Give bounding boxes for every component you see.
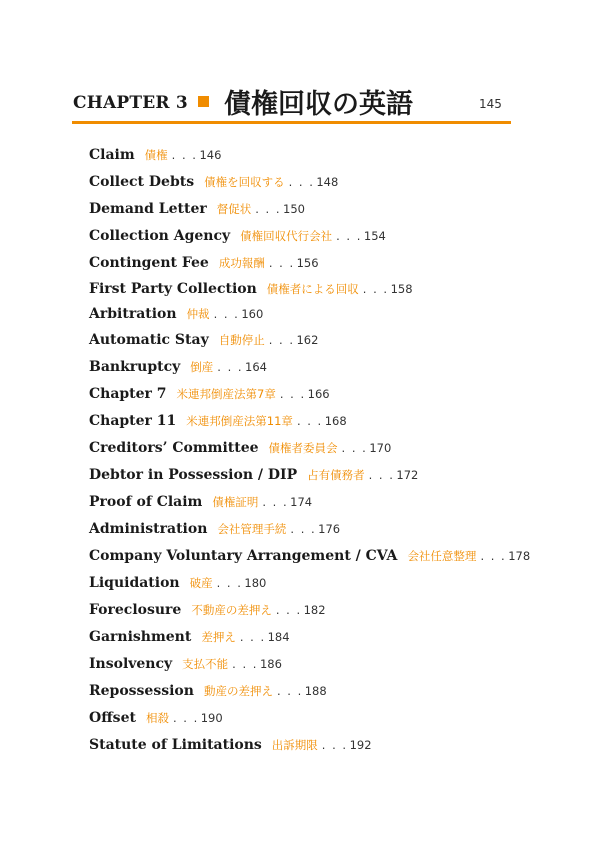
entry-term: Collection Agency [89,228,231,244]
chapter-title: 債権回収の英語 [224,89,413,120]
entry-term: First Party Collection [89,281,257,297]
entry-page-number: 184 [267,630,290,644]
entry-leader-dots: . . . [341,441,368,455]
entry-page-number: 150 [283,202,305,216]
entry-japanese: 債権 [144,148,168,162]
entry-page-number: 160 [241,307,264,321]
entry-leader-dots: . . . [321,738,348,752]
entry-japanese: 米連邦倒産法第7章 [176,387,276,401]
entry-leader-dots: . . . [279,387,306,401]
toc-entry [89,546,530,565]
toc-entry [89,304,263,323]
toc-entry [89,681,327,700]
entry-page-number: 148 [316,175,339,189]
entry-japanese: 占有債務者 [307,468,365,482]
entry-term: Garnishment [89,629,192,645]
entry-japanese: 債権者による回収 [266,282,359,296]
entry-term: Bankruptcy [89,359,181,375]
entry-japanese: 破産 [189,576,213,590]
entry-leader-dots: . . . [255,202,282,216]
toc-entry [89,172,338,191]
entry-term: Company Voluntary Arrangement / CVA [89,548,398,564]
entry-page-number: 182 [303,603,326,617]
entry-term: Offset [89,710,136,726]
square-bullet-icon [198,96,209,107]
toc-entry [89,519,340,538]
entry-japanese: 債権回収代行会社 [240,229,333,243]
entry-page-number: 162 [296,333,319,347]
entry-japanese: 会社任意整理 [407,549,477,563]
entry-term: Creditors’ Committee [89,440,259,456]
entry-japanese: 相殺 [145,711,169,725]
entry-term: Claim [89,147,135,163]
entry-leader-dots: . . . [262,495,289,509]
entry-leader-dots: . . . [296,414,323,428]
entry-japanese: 支払不能 [182,657,229,671]
entry-leader-dots: . . . [288,175,315,189]
entry-page-number: 188 [304,684,327,698]
entry-leader-dots: . . . [276,684,303,698]
entry-page-number: 192 [349,738,372,752]
toc-entry [89,279,413,298]
entry-page-number: 174 [290,495,313,509]
entry-japanese: 債権証明 [212,495,259,509]
entry-japanese: 督促状 [216,202,252,216]
entry-page-number: 168 [324,414,347,428]
entry-term: Collect Debts [89,174,195,190]
toc-entry [89,384,330,403]
entry-page-number: 154 [363,229,386,243]
entry-page-number: 166 [307,387,330,401]
toc-entry [89,600,326,619]
toc-entry [89,492,312,511]
chapter-header [73,82,511,122]
entry-leader-dots: . . . [362,282,389,296]
entry-term: Statute of Limitations [89,737,262,753]
entry-term: Contingent Fee [89,255,209,271]
toc-entry [89,199,305,218]
entry-japanese: 会社管理手続 [217,522,287,536]
entry-japanese: 倒産 [190,360,214,374]
entry-japanese: 不動産の差押え [191,603,272,617]
entry-term: Administration [89,521,208,537]
entry-page-number: 190 [200,711,223,725]
toc-entry [89,253,319,272]
toc-entry [89,145,221,164]
entry-japanese: 債権を回収する [204,175,285,189]
toc-entry [89,226,386,245]
entry-leader-dots: . . . [232,657,258,671]
toc-entry [89,330,318,349]
entry-page-number: 172 [396,468,419,482]
header-divider [72,121,511,124]
entry-term: Chapter 7 [89,386,167,402]
entry-leader-dots: . . . [213,307,240,321]
entry-leader-dots: . . . [217,360,244,374]
entry-term: Arbitration [89,306,177,322]
toc-entry [89,573,266,592]
chapter-label: CHAPTER 3 [73,93,188,113]
toc-entry [89,411,347,430]
toc-entry [89,654,282,673]
entry-leader-dots: . . . [336,229,362,243]
entry-leader-dots: . . . [171,148,198,162]
entry-leader-dots: . . . [480,549,507,563]
entry-japanese: 自動停止 [218,333,265,347]
entry-term: Chapter 11 [89,413,177,429]
entry-term: Debtor in Possession / DIP [89,467,298,483]
entry-page-number: 178 [508,549,531,563]
entry-term: Liquidation [89,575,180,591]
entry-term: Foreclosure [89,602,182,618]
entry-leader-dots: . . . [275,603,302,617]
entry-leader-dots: . . . [239,630,266,644]
entry-leader-dots: . . . [268,256,295,270]
entry-term: Demand Letter [89,201,207,217]
entry-page-number: 186 [259,657,282,671]
entry-term: Repossession [89,683,194,699]
entry-page-number: 180 [244,576,267,590]
entry-page-number: 164 [245,360,267,374]
entry-japanese: 米連邦倒産法第11章 [186,414,293,428]
page-number: 145 [479,97,502,111]
toc-entry [89,465,418,484]
entry-japanese: 動産の差押え [203,684,273,698]
entry-leader-dots: . . . [268,333,295,347]
toc-entry [89,357,267,376]
toc-entry [89,627,290,646]
entry-page-number: 170 [369,441,392,455]
toc-entry [89,735,372,754]
entry-leader-dots: . . . [368,468,395,482]
entry-japanese: 債権者委員会 [268,441,338,455]
entry-japanese: 出訴期限 [271,738,318,752]
entry-page-number: 158 [390,282,413,296]
entry-page-number: 156 [296,256,319,270]
entry-leader-dots: . . . [216,576,243,590]
entry-page-number: 176 [318,522,341,536]
entry-leader-dots: . . . [172,711,199,725]
entry-term: Proof of Claim [89,494,203,510]
entry-japanese: 成功報酬 [218,256,265,270]
toc-entry [89,708,223,727]
entry-term: Automatic Stay [89,332,209,348]
entry-japanese: 仲裁 [186,307,210,321]
entry-japanese: 差押え [201,630,236,644]
entry-leader-dots: . . . [290,522,317,536]
entry-page-number: 146 [199,148,222,162]
entry-term: Insolvency [89,656,173,672]
toc-entry [89,438,391,457]
